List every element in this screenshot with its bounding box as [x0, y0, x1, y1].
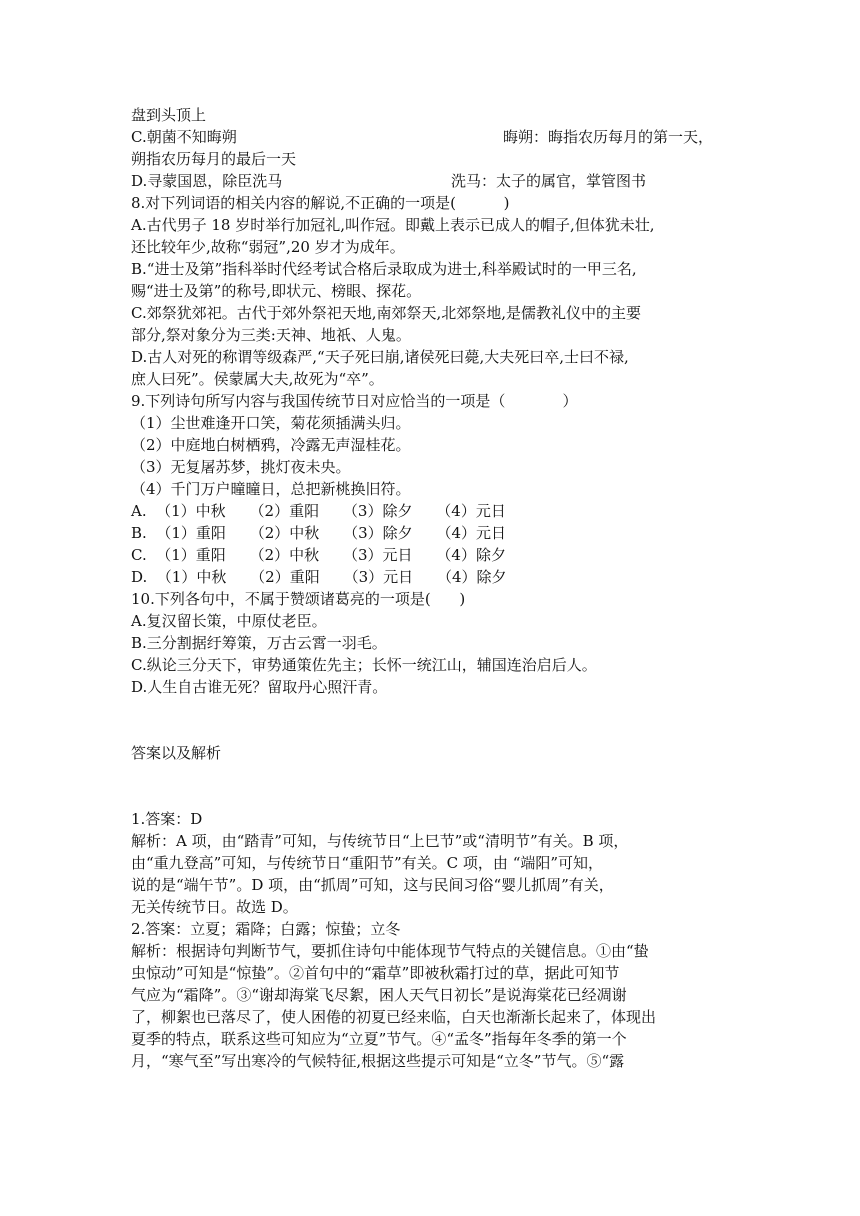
answer-2-explanation-line1: 解析：根据诗句判断节气，要抓住诗句中能体现节气特点的关键信息。①由“蛰 [131, 942, 649, 960]
q9-option-a: A. （1）中秋 （2）重阳 （3）除夕 （4）元日 [131, 502, 506, 520]
q8-stem: 8.对下列词语的相关内容的解说,不正确的一项是( ) [131, 194, 510, 212]
q10-option-b: B.三分割据纡筹策，万古云霄一羽毛。 [131, 634, 387, 652]
answer-2-explanation-line5: 夏季的特点，联系这些可知应为“立夏”节气。④“孟冬”指每年冬季的第一个 [131, 1030, 627, 1048]
q10-option-c: C.纵论三分天下，审势通策佐先主；长怀一统江山，辅国连治启后人。 [131, 656, 597, 674]
answer-1-explanation-line3: 说的是“端午节”。D 项，由“抓周”可知，这与民间习俗“婴儿抓周”有关， [131, 876, 614, 894]
answer-1-explanation-line4: 无关传统节日。故选 D。 [131, 898, 298, 916]
answer-1-explanation-line2: 由“重九登高”可知，与传统节日“重阳节”有关。C 项，由 “端阳”可知， [131, 854, 604, 872]
q8-option-a-line1: A.古代男子 18 岁时举行加冠礼,叫作冠。即戴上表示已成人的帽子,但体犹未壮, [131, 216, 655, 234]
q8-option-d-line1: D.古人对死的称谓等级森严,“天子死曰崩,诸侯死曰薨,大夫死曰卒,士曰不禄, [131, 348, 629, 366]
q8-option-c-line1: C.郊祭犹郊祀。古代于郊外祭祀天地,南郊祭天,北郊祭地,是儒教礼仪中的主要 [131, 304, 642, 322]
answer-2-explanation-line2: 虫惊动”可知是“惊蛰”。②首句中的“霜草”即被秋霜打过的草，据此可知节 [131, 964, 620, 982]
q7-option-c: C.朝菌不知晦朔 [131, 128, 237, 146]
q7-option-d: D.寻蒙国恩，除臣洗马 [131, 172, 283, 190]
q9-poem-1: （1）尘世难逢开口笑，菊花须插满头归。 [131, 414, 411, 432]
q7-option-c-gloss-cont: 朔指农历每月的最后一天 [131, 150, 297, 168]
answer-1-explanation-line1: 解析：A 项，由“踏青”可知，与传统节日“上巳节”或“清明节”有关。B 项， [131, 832, 629, 850]
q7-continuation-line: 盘到头顶上 [131, 106, 207, 124]
q8-option-b-line2: 赐“进士及第”的称号,即状元、榜眼、探花。 [131, 282, 422, 300]
answer-2-explanation-line4: 了，柳絮也已落尽了，使人困倦的初夏已经来临，白天也渐渐长起来了，体现出 [131, 1008, 657, 1026]
answers-heading: 答案以及解析 [131, 744, 222, 762]
q7-option-d-gloss: 洗马：太子的属官，掌管图书 [451, 172, 647, 190]
q7-option-c-gloss: 晦朔：晦指农历每月的第一天， [503, 128, 714, 146]
answer-2-explanation-line3: 气应为“霜降”。③“谢却海棠飞尽絮，困人天气日初长”是说海棠花已经凋谢 [131, 986, 627, 1004]
q8-option-d-line2: 庶人曰死”。侯蒙属大夫,故死为“卒”。 [131, 370, 384, 388]
answer-2-explanation-line6: 月，“寒气至”写出寒冷的气候特征,根据这些提示可知是“立冬”节气。⑤“露 [131, 1052, 625, 1070]
q9-poem-4: （4）千门万户曈曈日，总把新桃换旧符。 [131, 480, 411, 498]
answer-2: 2.答案：立夏；霜降；白露；惊蛰；立冬 [131, 920, 401, 938]
q9-option-d: D. （1）中秋 （2）重阳 （3）元日 （4）除夕 [131, 568, 507, 586]
q9-stem: 9.下列诗句所写内容与我国传统节日对应恰当的一项是（ ） [131, 392, 578, 410]
q10-stem: 10.下列各句中，不属于赞颂诸葛亮的一项是( ) [131, 590, 466, 608]
q8-option-a-line2: 还比较年少,故称“弱冠”,20 岁才为成年。 [131, 238, 405, 256]
q8-option-b-line1: B.“进士及第”指科举时代经考试合格后录取成为进士,科举殿试时的一甲三名, [131, 260, 637, 278]
q9-poem-2: （2）中庭地白树栖鸦，冷露无声湿桂花。 [131, 436, 411, 454]
answer-1: 1.答案：D [131, 810, 203, 828]
q9-option-c: C. （1）重阳 （2）中秋 （3）元日 （4）除夕 [131, 546, 506, 564]
q9-poem-3: （3）无复屠苏梦，挑灯夜未央。 [131, 458, 351, 476]
q8-option-c-line2: 部分,祭对象分为三类:天神、地祇、人鬼。 [131, 326, 411, 344]
q10-option-d: D.人生自古谁无死？留取丹心照汗青。 [131, 678, 388, 696]
q9-option-b: B. （1）重阳 （2）中秋 （3）除夕 （4）元日 [131, 524, 507, 542]
q10-option-a: A.复汉留长策，中原仗老臣。 [131, 612, 327, 630]
